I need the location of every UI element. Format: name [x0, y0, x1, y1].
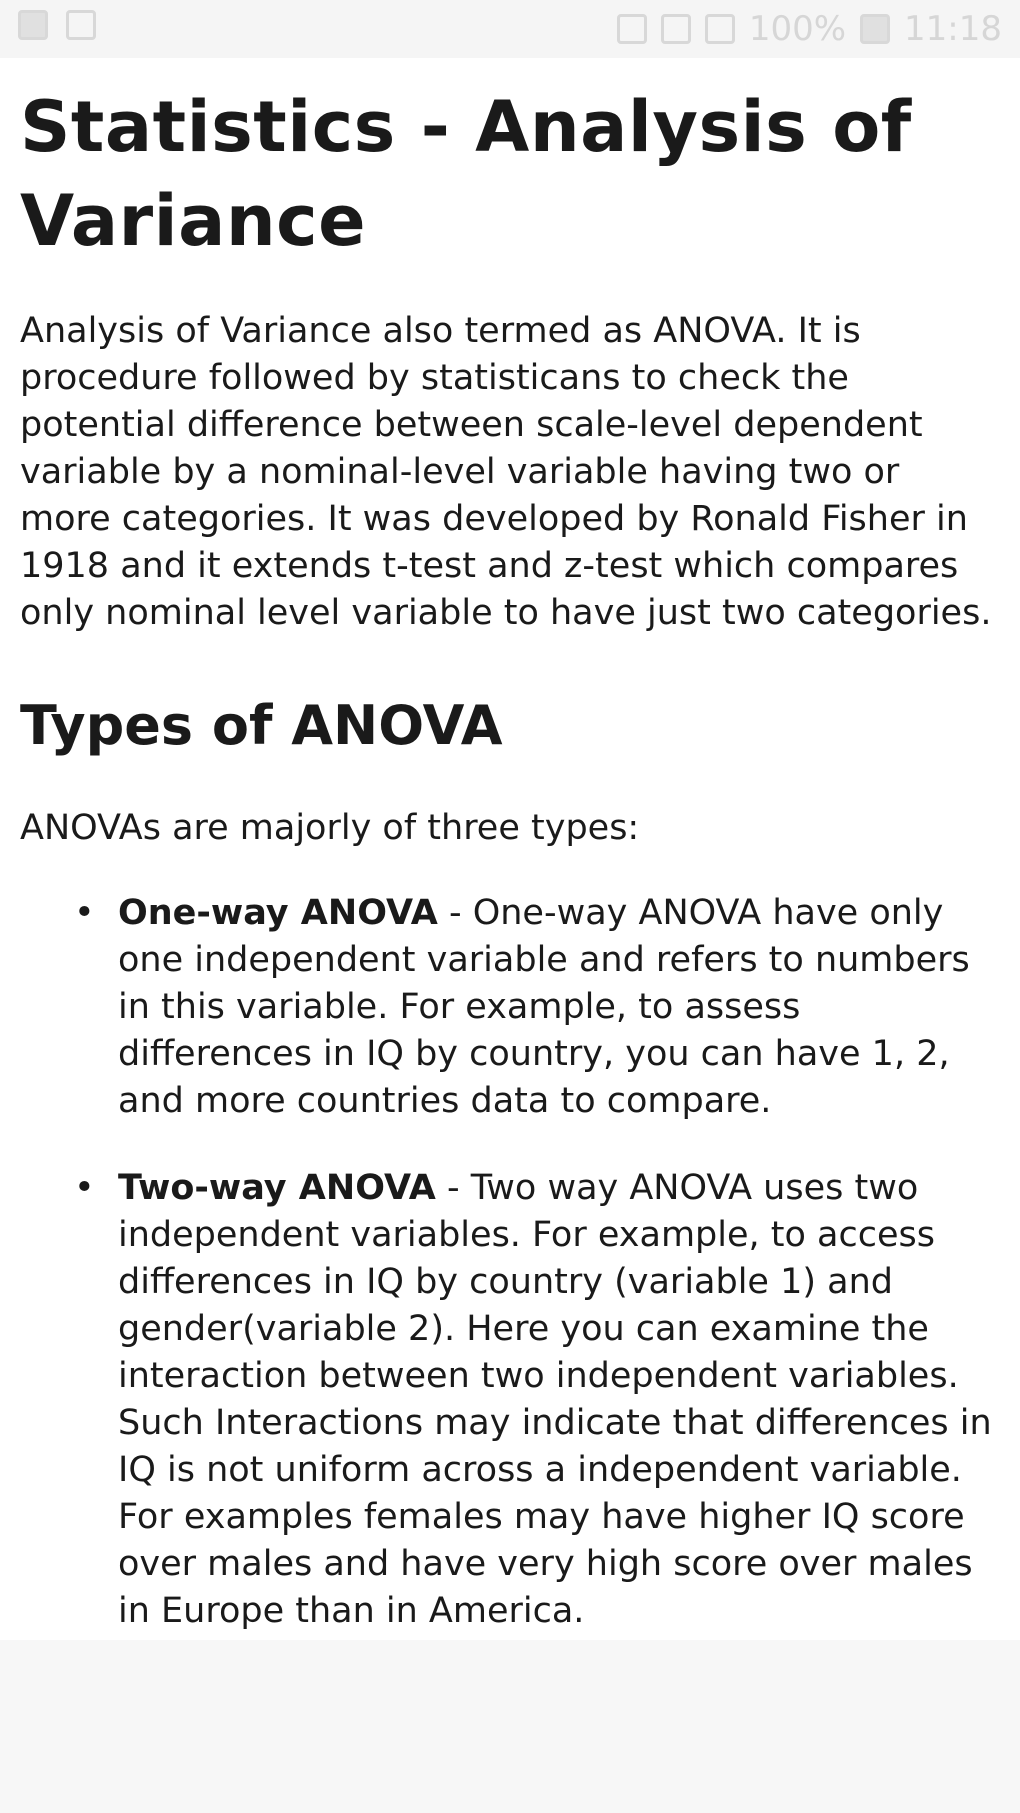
article-title: Statistics - Analysis of Variance	[20, 86, 912, 262]
anova-types-list	[20, 890, 1000, 1635]
status-right-icons	[617, 9, 1002, 49]
article-body	[0, 58, 1020, 1635]
list-item	[118, 890, 1000, 1125]
intro-paragraph: Analysis of Variance also termed as ANOVA. It is procedure followed by statisticans to check the potential difference between scale-level dependent variable by a nominal-level variable having two or more categories. It was developed by Ronald Fisher in 1918 and it extends t-test and z-test which compares only nominal level variable to have just two categories.	[20, 311, 992, 633]
signal-icon	[705, 14, 735, 44]
article-scroll-view[interactable]	[0, 58, 1020, 1640]
type-term: One-way ANOVA	[118, 893, 438, 933]
bottom-blank-area	[0, 1640, 1020, 1813]
gallery-icon	[18, 10, 48, 40]
bag-icon	[66, 10, 96, 40]
battery-percent: 100%	[748, 9, 847, 49]
type-description: - One-way ANOVA have only one independent variable and refers to numbers in this variable. For example, to assess differences in IQ by country, you can have 1, 2, and more countries data to compare.	[118, 893, 970, 1121]
type-term: Two-way ANOVA	[118, 1168, 436, 1208]
mute-icon	[617, 14, 647, 44]
section-intro: ANOVAs are majorly of three types:	[20, 808, 640, 848]
list-item	[118, 1165, 1000, 1635]
status-time: 11:18	[904, 9, 1002, 49]
type-description: - Two way ANOVA uses two independent variables. For example, to access differences in IQ by country (variable 1) and gender(variable 2). Here you can examine the interaction between two independent variables. Such Interactions may indicate that differences in IQ is not uniform across a independent variable. For examples females may have higher IQ score over males and have very high score over males in Europe than in America.	[118, 1168, 992, 1631]
status-left-icons	[18, 10, 96, 40]
section-heading: Types of ANOVA	[20, 694, 503, 757]
status-bar	[0, 0, 1020, 58]
wifi-icon	[661, 14, 691, 44]
battery-icon	[860, 14, 890, 44]
